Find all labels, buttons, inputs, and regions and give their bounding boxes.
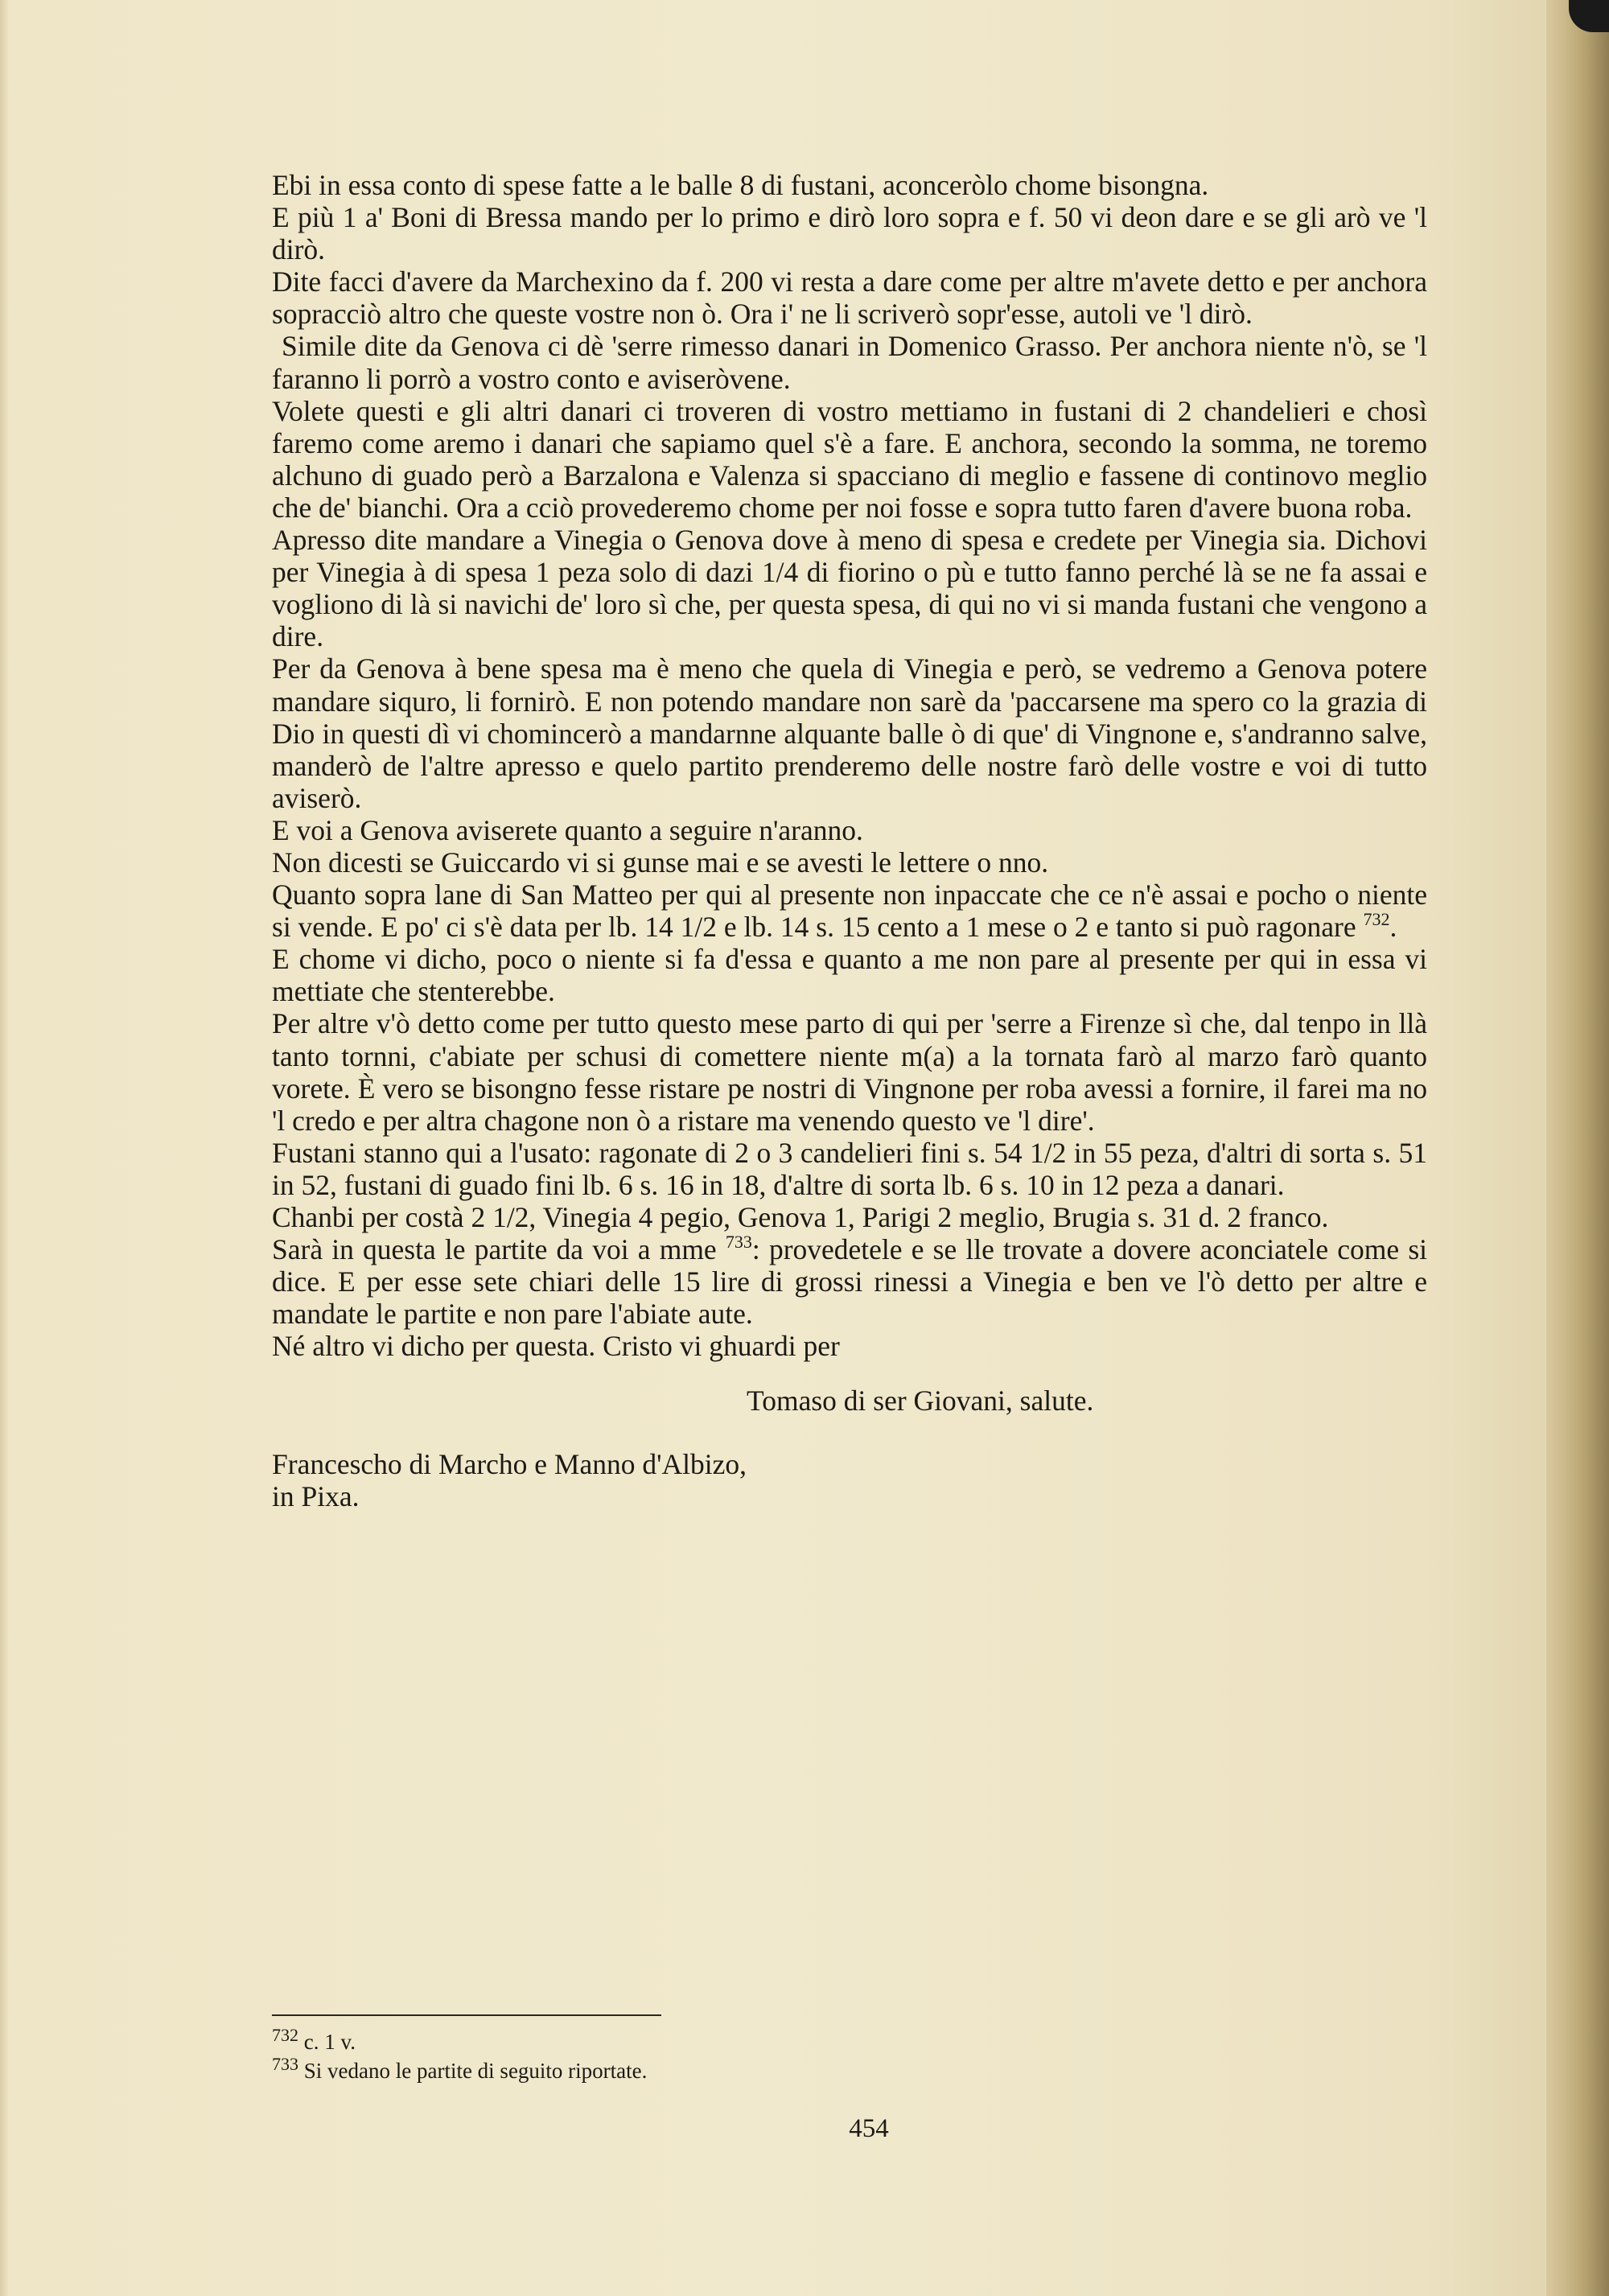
paragraph: Non dicesti se Guiccardo vi si gunse mai e se avesti le lettere o nno.	[272, 846, 1049, 878]
footnotes	[272, 2027, 1237, 2085]
page-left-edge	[0, 0, 8, 2296]
signature: Tomaso di ser Giovani, salute.	[747, 1385, 1094, 1418]
footnote-number: 732	[272, 2025, 298, 2045]
footnote-number: 733	[272, 2054, 298, 2074]
footnote	[272, 2027, 1237, 2056]
letter-body	[272, 169, 1427, 1512]
paragraph-text: Quanto sopra lane di San Matteo per qui al presente non inpaccate che ce n'è assai e pocho o niente si vende. E po' ci s'è data per lb. 14 1/2 e lb. 14 s. 15 cento a 1 mese o 2 e tanto si può ragonare	[272, 878, 1427, 944]
colon: :	[751, 1233, 760, 1266]
footnote-text: Si vedano le partite di seguito riportate.	[303, 2059, 648, 2083]
paragraph-text: Sarà in questa le partite da voi a mme	[272, 1233, 717, 1266]
paragraph: Ebi in essa conto di spese fatte a le balle 8 di fustani, aconceròlo chome bisongna.	[272, 169, 1209, 201]
address-block	[272, 1448, 1427, 1512]
paragraph: Chanbi per costà 2 1/2, Vinegia 4 pegio, Genova 1, Parigi 2 meglio, Brugia s. 31 d. 2 franco.	[272, 1201, 1329, 1233]
footnote	[272, 2056, 1237, 2085]
book-gutter	[1546, 0, 1609, 2296]
paragraph	[272, 1233, 1427, 1330]
footnote-divider	[272, 2014, 661, 2016]
paragraph: Simile dite da Genova ci dè 'serre rimesso danari in Domenico Grasso. Per anchora niente n'ò, se 'l faranno li porrò a vostro conto e aviseròvene.	[272, 330, 1427, 395]
address-line: in Pixa.	[272, 1479, 360, 1512]
paragraph: Né altro vi dicho per questa. Cristo vi ghuardi per	[272, 1330, 840, 1363]
paragraph: Quanto sopra lane di San Matteo per qui al presente non inpaccate che ce n'è assai e pocho o niente si vende. E po' ci s'è data per lb. 14 1/2 e lb. 14 s. 15 cento a 1 mese o 2 e tanto si può ragonare $^{732}$.	[272, 878, 1427, 944]
paragraph: Fustani stanno qui a l'usato: ragonate di 2 o 3 candelieri fini s. 54 1/2 in 55 peza, d'altri di sorta s. 51 in 52, fustani di guado fini lb. 6 s. 16 in 18, d'altre di sorta lb. 6 s. 10 in 12 peza a danari.	[272, 1136, 1427, 1201]
paragraph: Apresso dite mandare a Vinegia o Genova dove à meno di spesa e credete per Vinegia sia. Dichovi per Vinegia à di spesa 1 peza solo di dazi 1/4 di fiorino o pù e tutto fanno perché là se ne fa assai e vogliono di là si navichi de' loro sì che, per questa spesa, di qui no vi si manda fustani che vengono a dire.	[272, 524, 1427, 653]
paragraph: E voi a Genova aviserete quanto a seguire n'aranno.	[272, 813, 863, 846]
paragraph-text: provedetele e se lle trovate a dovere aconciatele come si dice. E per esse sete chiari delle 15 lire di grossi rinessi a Vinegia e ben ve l'ò detto per altre e mandate le partite e non pare l'abiate aute.	[272, 1233, 1428, 1331]
address-line: Francescho di Marcho e Manno d'Albizo,	[272, 1447, 747, 1480]
footnote-ref-733: 733	[725, 1232, 752, 1253]
footnote-text: c. 1 v.	[303, 2030, 356, 2054]
paragraph: Per da Genova à bene spesa ma è meno che quela di Vinegia e però, se vedremo a Genova potere mandare siquro, li fornirò. E non potendo mandare non sarè da 'paccarsene ma spero co la grazia di Dio in questi dì vi chomincerò a mandarnne alquante balle ò di que' di Vingnone e, s'andranno salve, manderò de l'altre apresso e quelo partito prenderemo delle nostre farò delle vostre e voi di tutto aviserò.	[272, 652, 1427, 814]
page-number: 454	[849, 2114, 889, 2143]
paragraph: Volete questi e gli altri danari ci troveren di vostro mettiamo in fustani di 2 chandelieri e chosì faremo come aremo i danari che sapiamo quel s'è a fare. E anchora, secondo la somma, ne toremo alchuno di guado però a Barzalona e Valenza si spacciano di meglio e fassene di continovo meglio che de' bianchi. Ora a cciò provederemo chome per noi fosse e sopra tutto faren d'avere buona roba.	[272, 394, 1427, 524]
paragraph: E più 1 a' Boni di Bressa mando per lo primo e dirò loro sopra e f. 50 vi deon dare e se gli arò ve 'l dirò.	[272, 201, 1427, 266]
paragraph: E chome vi dicho, poco o niente si fa d'essa e quanto a me non pare al presente per qui in essa vi mettiate che stenterebbe.	[272, 943, 1427, 1008]
paragraph: Dite facci d'avere da Marchexino da f. 200 vi resta a dare come per altre m'avete detto e per anchora sopracciò altro che queste vostre non ò. Ora i' ne li scriverò sopr'esse, autoli ve 'l dirò.	[272, 265, 1427, 331]
paragraph: Per altre v'ò detto come per tutto questo mese parto di qui per 'serre a Firenze sì che, dal tenpo in llà tanto tornni, c'abiate per schusi di comettere niente m(a) a la tornata farò al marzo farò quanto vorete. È vero se bisongno fesse ristare pe nostri di Vingnone per roba avessi a fornire, il farei ma no 'l credo e per altra chagone non ò a ristare ma venendo questo ve 'l dire'.	[272, 1007, 1427, 1137]
footnote-ref-732: 732	[1363, 909, 1390, 930]
